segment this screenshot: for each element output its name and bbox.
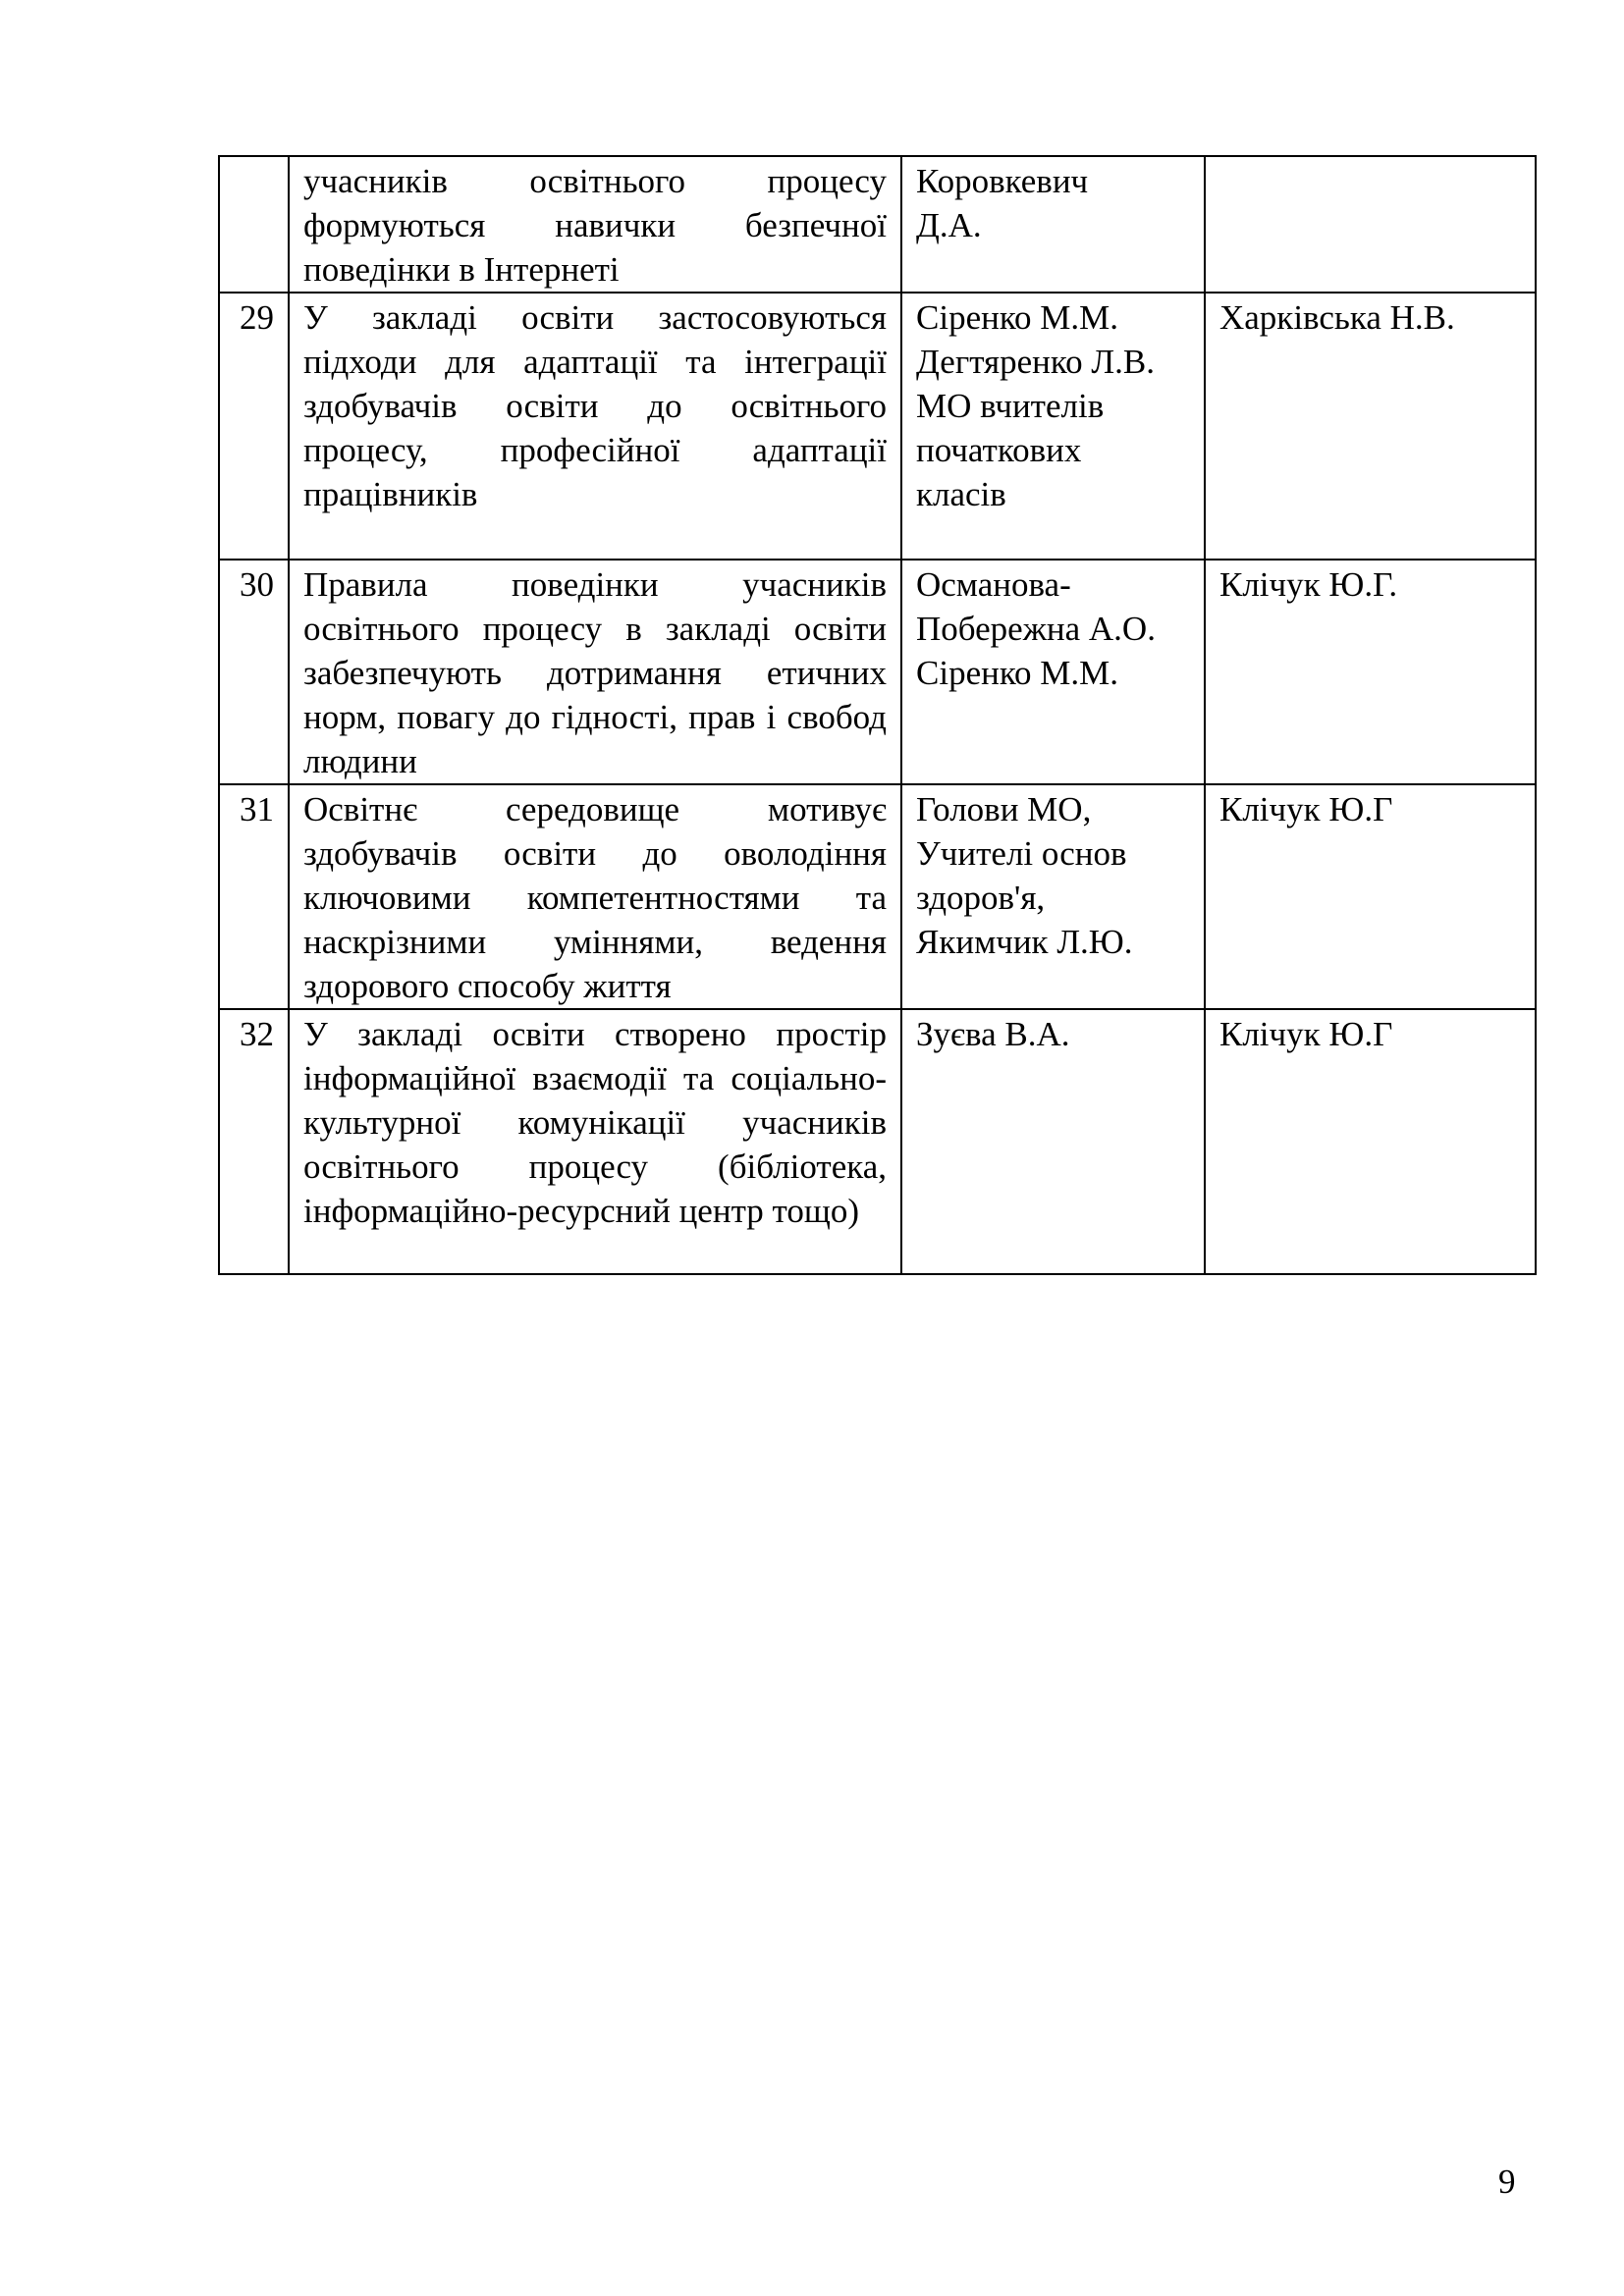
responsible-line: Дегтяренко Л.В. [916,343,1155,381]
row-description: Правила поведінки учасників освітнього процесу в закладі освіти забезпечують дотримання етичних норм, повагу до гідності, прав і свобод людини [289,560,901,784]
responsible-line: Якимчик Л.Ю. [916,923,1133,961]
plan-table [218,155,1537,1275]
table-row [219,1009,1536,1274]
row-number: 32 [219,1009,289,1274]
responsible-line: Д.А. [916,206,982,244]
table-row [219,784,1536,1009]
row-number: 30 [219,560,289,784]
row-description: учасників освітнього процесу формуються навички безпечної поведінки в Інтернеті [289,156,901,293]
row-number: 31 [219,784,289,1009]
row-number: 29 [219,293,289,560]
responsible-line: початкових [916,431,1082,469]
responsible-line: Побережна А.О. [916,610,1156,648]
row-controller: Харківська Н.В. [1205,293,1536,560]
row-responsible [901,784,1205,1009]
row-description: У закладі освіти застосовуються підходи для адаптації та інтеграції здобувачів освіти до освітнього процесу, професійної адаптації працівників [289,293,901,560]
table-row [219,560,1536,784]
row-responsible [901,1009,1205,1274]
row-controller: Клічук Ю.Г [1205,784,1536,1009]
responsible-line: Зуєва В.А. [916,1015,1070,1053]
table-row [219,293,1536,560]
responsible-line: Учителі основ [916,834,1127,873]
row-number [219,156,289,293]
responsible-line: Голови МО, [916,790,1092,828]
responsible-line: МО вчителів [916,387,1105,425]
row-controller: Клічук Ю.Г. [1205,560,1536,784]
row-description: Освітнє середовище мотивує здобувачів освіти до оволодіння ключовими компетентностями та наскрізними уміннями, ведення здорового способу життя [289,784,901,1009]
responsible-line: Османова- [916,565,1071,604]
table-row [219,156,1536,293]
row-responsible [901,293,1205,560]
responsible-line: Сіренко М.М. [916,298,1119,337]
row-controller [1205,156,1536,293]
responsible-line: здоров'я, [916,879,1046,917]
row-responsible [901,560,1205,784]
row-responsible [901,156,1205,293]
responsible-line: класів [916,475,1006,513]
page-number: 9 [1498,2163,1516,2201]
responsible-line: Сіренко М.М. [916,654,1119,692]
row-description: У закладі освіти створено простір інформаційної взаємодії та соціально-культурної комунікації учасників освітнього процесу (бібліотека, інформаційно-ресурсний центр тощо) [289,1009,901,1274]
responsible-line: Коровкевич [916,162,1089,200]
row-controller: Клічук Ю.Г [1205,1009,1536,1274]
